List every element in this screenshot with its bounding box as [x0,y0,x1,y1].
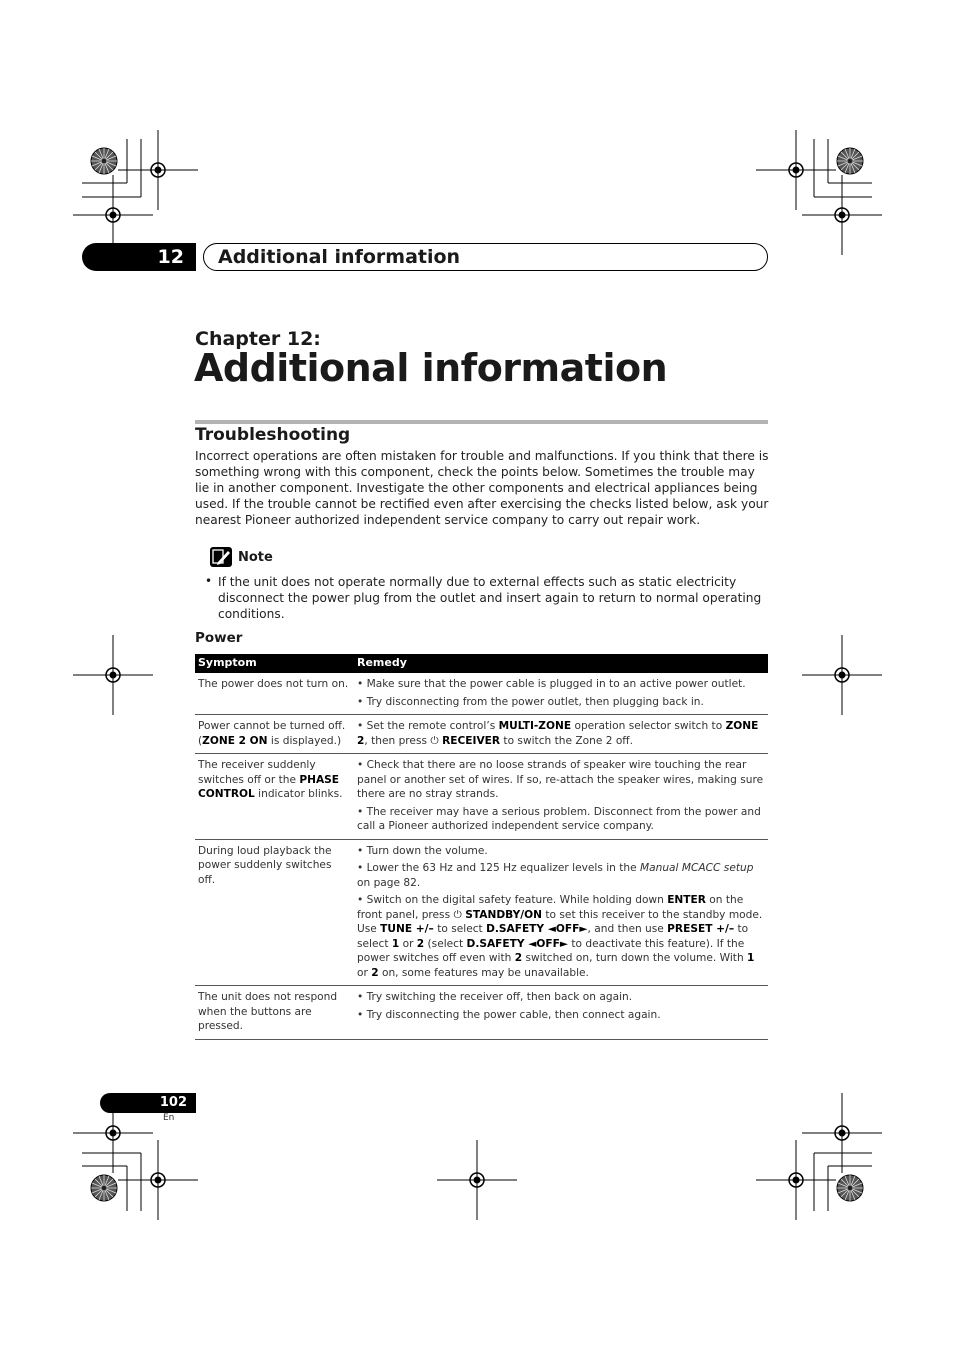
section-divider [195,420,768,424]
remedy-cell [354,673,768,715]
remedy-item: • Try disconnecting from the power outlet, then plugging back in. [357,695,704,708]
chapter-number-tab: 12 [82,243,196,271]
header-symptom: Symptom [195,654,354,673]
remedy-item: • Check that there are no loose strands of speaker wire touching the rear panel or another set of wires. If so, re-attach the speaker wires, making sure there are no stray strands. [357,759,764,800]
note-item: If the unit does not operate normally due to external effects such as static electricity disconnect the power plug from the outlet and insert again to return to normal operating conditions. [218,575,762,621]
table-row [195,673,768,715]
header-remedy: Remedy [354,654,768,673]
note-pencil-icon [210,547,232,567]
table-row [195,839,768,986]
remedy-item: • Turn down the volume. [357,844,488,857]
power-troubleshooting-table [195,654,768,1040]
section-title: Troubleshooting [195,425,351,445]
remedy-item: • Switch on the digital safety feature. While holding down ENTER on the front panel, press ⏻ STANDBY/ON to set this receiver to the standby mode. Use TUNE +/– to select D.SAFETY ◄OFF►, and then use PRESET +/– to select 1 or 2 (select D.SAFETY ◄OFF► to deactivate this feature). If the power switches off even with 2 switched on, turn down the volume. With 1 or 2 on, some features may be unavailable. [357,894,763,979]
remedy-cell [354,754,768,840]
note-label: Note [238,550,273,565]
remedy-item: • Try disconnecting the power cable, then connect again. [357,1008,661,1021]
remedy-item: • Try switching the receiver off, then back on again. [357,991,633,1003]
remedy-cell [354,986,768,1040]
table-row [195,715,768,754]
symptom-cell: During loud playback the power suddenly switches off. [195,839,354,986]
remedy-item: • Set the remote control’s MULTI-ZONE operation selector switch to ZONE 2, then press ⏻ RECEIVER to switch the Zone 2 off. [357,720,759,747]
remedy-cell [354,839,768,986]
chapter-label: Chapter 12: [195,328,321,350]
remedy-item: • Make sure that the power cable is plugged in to an active power outlet. [357,678,746,690]
table-row [195,754,768,840]
page-language: En [163,1113,175,1123]
page-number: 102 [100,1093,196,1113]
remedy-cell [354,715,768,754]
power-subsection-title: Power [195,630,243,646]
remedy-item: • Lower the 63 Hz and 125 Hz equalizer levels in the Manual MCACC setup on page 82. [357,862,754,889]
symptom-cell: The unit does not respond when the buttons are pressed. [195,986,354,1040]
symptom-cell: The power does not turn on. [195,673,354,715]
note-bullet: • [205,574,213,588]
remedy-item: • The receiver may have a serious problem. Disconnect from the power and call a Pioneer authorized independent service company. [357,805,761,832]
page-title: Additional information [194,346,668,390]
symptom-cell: The receiver suddenly switches off or the PHASE CONTROL indicator blinks. [195,754,354,840]
running-header-title: Additional information [203,243,768,271]
symptom-cell: Power cannot be turned off. (ZONE 2 ON is displayed.) [195,715,354,754]
intro-paragraph: Incorrect operations are often mistaken for trouble and malfunctions. If you think that there is something wrong with this component, check the points below. Sometimes the trouble may lie in another component. Investigate the other components and electrical appliances being used. If the trouble cannot be rectified even after exercising the checks listed below, ask your nearest Pioneer authorized independent service company to carry out repair work. [195,449,769,527]
table-row [195,986,768,1040]
